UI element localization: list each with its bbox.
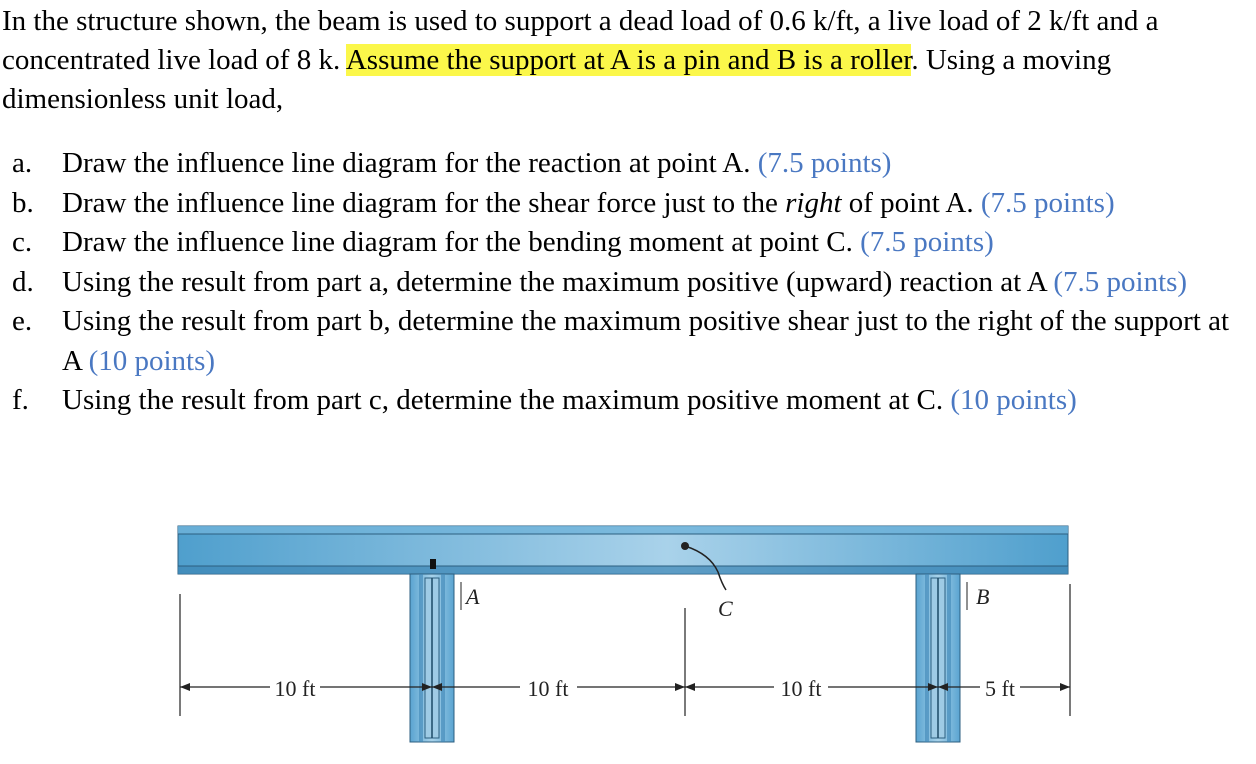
task-label: d. [12, 265, 34, 298]
task-points: (7.5 points) [757, 147, 892, 179]
task-item-f [12, 381, 1252, 421]
dim-label-1: 10 ft [274, 676, 316, 701]
task-text: Using the result from part c, determine the maximum positive moment at C. [62, 384, 951, 416]
dim-label-4: 5 ft [985, 676, 1015, 701]
beam-figure [170, 516, 1085, 756]
label-a: A [466, 584, 480, 609]
task-text: Draw the influence line diagram for the shear force just to the [62, 186, 786, 219]
task-text: of point A. [841, 186, 981, 219]
task-label: f. [12, 384, 29, 416]
task-item-b [12, 184, 1252, 224]
task-item-e [12, 302, 1252, 381]
beam-diagram [170, 516, 1085, 756]
task-list [12, 144, 1252, 421]
task-points: (10 points) [88, 344, 216, 377]
support-a-marker [430, 559, 436, 569]
task-points: (7.5 points) [860, 226, 994, 258]
task-text: Draw the influence line diagram for the reaction at point A. [62, 147, 758, 179]
task-points: (7.5 points) [980, 186, 1115, 219]
highlighted-assumption: Assume the support at A is a pin and B is a roller [345, 44, 912, 76]
label-b: B [976, 584, 990, 609]
statement-text-1: In the structure shown, the beam is used to support a dead load of 0.6 k/ft, a live load of 2 k/ft and a concentrated live load of 8 k. [2, 5, 1159, 76]
task-label: c. [12, 226, 33, 258]
task-label: a. [12, 147, 33, 179]
task-item-d [12, 263, 1252, 303]
task-text: Using the result from part b, determine the maximum positive shear just to the right of the support at A [62, 305, 1230, 377]
task-label: b. [12, 186, 34, 219]
task-text: Draw the influence line diagram for the bending moment at point C. [62, 226, 861, 258]
task-item-c [12, 223, 1252, 263]
task-item-a [12, 144, 1252, 184]
task-label: e. [12, 305, 33, 337]
task-text: Using the result from part a, determine the maximum positive (upward) reaction at A [62, 265, 1054, 298]
beam [178, 526, 1068, 574]
dim-label-3: 10 ft [780, 676, 822, 701]
column-a [410, 574, 454, 742]
statement-text-2: . Using a moving dimensionless unit load, [2, 44, 1112, 115]
task-points: (10 points) [950, 384, 1077, 416]
task-text-emphasis: right [785, 186, 842, 219]
label-c: C [718, 596, 733, 621]
problem-statement [2, 2, 1247, 119]
column-b [916, 574, 960, 742]
task-points: (7.5 points) [1053, 265, 1188, 298]
dim-label-2: 10 ft [527, 676, 569, 701]
